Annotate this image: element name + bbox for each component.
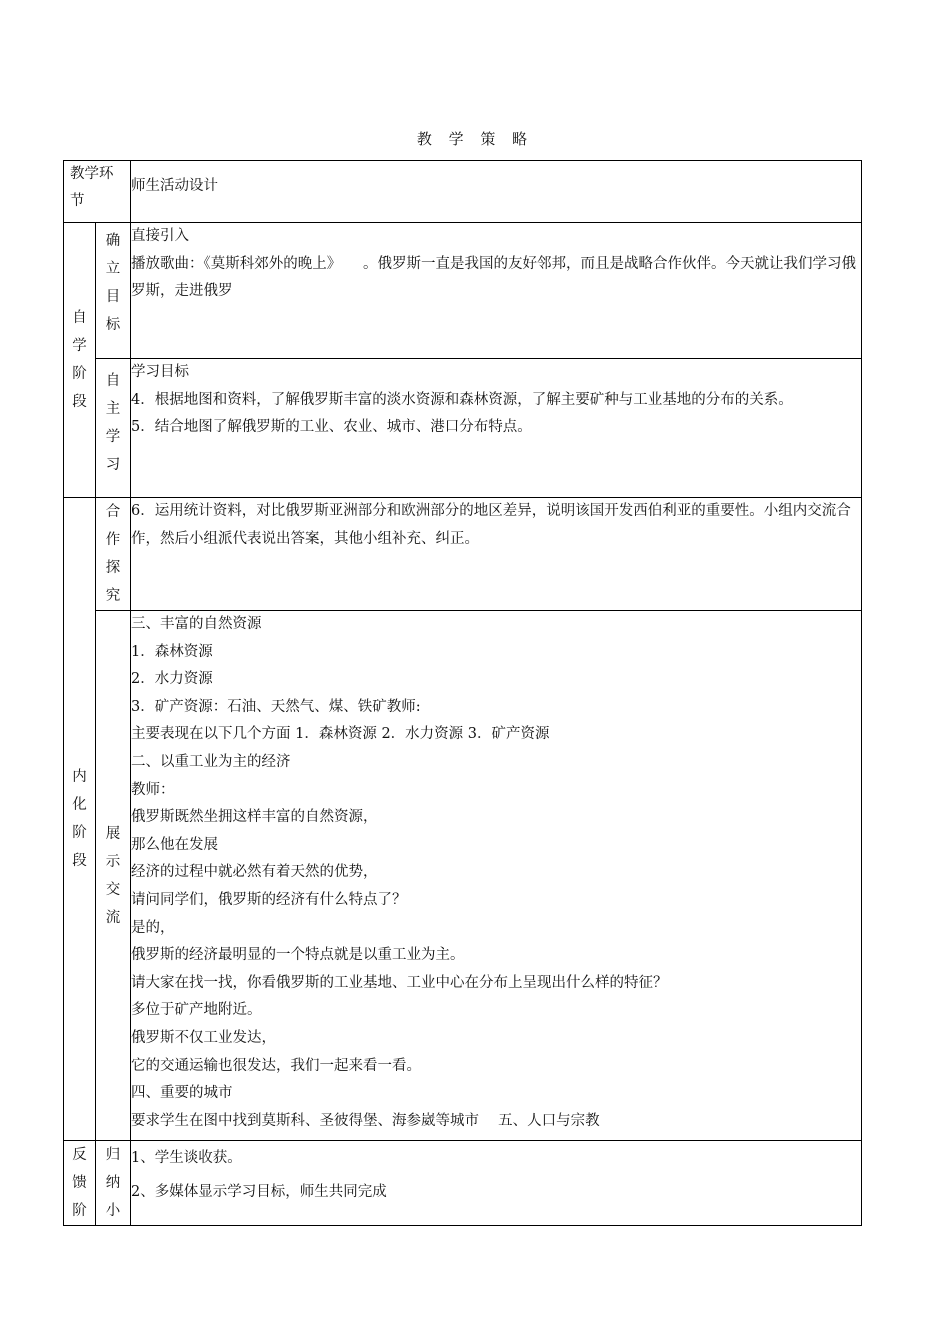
table-row-set-goal [64,223,862,359]
header-activity-label: 师生活动设计 [131,178,218,194]
step-char: 确 [105,233,121,249]
step-char: 究 [105,588,121,604]
content-set-goal [131,223,862,359]
step-char: 归 [105,1147,121,1163]
content-line: 二、以重工业为主的经济 [131,753,291,770]
header-activity-cell [131,161,862,223]
content-line: 俄罗斯不仅工业发达， [131,1029,276,1046]
stage-char: 反 [72,1147,87,1163]
step-set-goal [96,223,131,359]
content-line: 它的交通运输也很发达，我们一起来看一看。 [131,1057,421,1074]
stage-char: 段 [72,394,87,410]
stage-char: 馈 [72,1175,87,1191]
step-char: 交 [105,881,121,898]
content-line: 请大家在找一找，你看俄罗斯的工业基地、工业中心在分布上呈现出什么样的特征？ [131,974,668,991]
step-char: 探 [105,560,121,576]
step-char: 纳 [105,1175,121,1191]
step-char: 立 [105,261,121,277]
step-char: 示 [105,853,121,870]
header-stage-cell [64,161,131,223]
step-self-study [96,359,131,498]
stage-char: 自 [72,310,87,326]
stage-self-study [64,223,96,498]
content-line: 四、重要的城市 [131,1085,233,1102]
stage-char: 段 [72,853,87,869]
header-stage-label-line2: 节 [70,193,85,209]
table-row-self-study [64,359,862,498]
step-cooperate [96,498,131,611]
content-line: 5．结合地图了解俄罗斯的工业、农业、城市、港口分布特点。 [131,419,532,436]
table-row-present [64,611,862,1141]
content-line: 要求学生在图中找到莫斯科、圣彼得堡、海参崴等城市 五、人口与宗教 [131,1112,600,1129]
content-line: 1．森林资源 [131,643,213,660]
content-line: 俄罗斯的经济最明显的一个特点就是以重工业为主。 [131,947,465,964]
content-line: 2、多媒体显示学习目标，师生共同完成 [131,1184,387,1200]
stage-internalize [64,498,96,1141]
table-header-row [64,161,862,223]
stage-char: 阶 [72,366,87,382]
step-char: 作 [105,532,121,548]
content-line: 直接引入 [131,228,189,244]
step-char: 主 [105,401,121,417]
step-char: 展 [105,825,121,842]
content-line: 请问同学们，俄罗斯的经济有什么特点了？ [131,891,407,908]
header-stage-label-line1: 教学环 [70,166,114,182]
stage-char: 阶 [72,1203,87,1219]
stage-char: 内 [72,769,87,785]
content-line: 4．根据地图和资料，了解俄罗斯丰富的淡水资源和森林资源，了解主要矿种与工业基地的分布的关系。 [131,391,793,408]
table-row-feedback [64,1141,862,1226]
content-line: 那么他在发展 [131,836,218,853]
content-line: 是的， [131,919,175,936]
step-char: 流 [105,909,121,926]
content-line: 1、学生谈收获。 [131,1150,242,1166]
step-feedback [96,1141,131,1226]
content-line: 三、丰富的自然资源 [131,616,262,632]
content-present [131,611,862,1141]
content-line: 2．水力资源 [131,671,213,688]
content-line: 多位于矿产地附近。 [131,1002,262,1019]
step-char: 目 [105,289,121,305]
stage-feedback [64,1141,96,1226]
stage-char: 学 [72,338,87,354]
content-self-study [131,359,862,498]
content-cooperate [131,498,862,611]
table-row-cooperate [64,498,862,611]
step-char: 标 [105,317,121,333]
stage-char: 化 [72,797,87,813]
content-line: 6．运用统计资料，对比俄罗斯亚洲部分和欧洲部分的地区差异，说明该国开发西伯利亚的重要性。小组内交流合作，然后小组派代表说出答案，其他小组补充、纠正。 [131,503,851,547]
content-line: 3．矿产资源：石油、天然气、煤、铁矿教师: [131,698,421,715]
content-line: 教师： [131,781,175,798]
content-line: 俄罗斯既然坐拥这样丰富的自然资源， [131,809,378,826]
step-present [96,611,131,1141]
teaching-strategy-table [63,160,862,1226]
content-feedback [131,1141,862,1226]
content-line: 学习目标 [131,364,189,380]
content-line: 主要表现在以下几个方面 1．森林资源 2．水力资源 3．矿产资源 [131,726,550,743]
step-char: 自 [105,373,121,389]
step-char: 合 [105,504,121,520]
content-line: 播放歌曲：《莫斯科郊外的晚上》 。俄罗斯一直是我国的友好邻邦，而且是战略合作伙伴。今天就让我们学习俄罗斯，走进俄罗 [131,255,856,300]
step-char: 小 [105,1203,121,1219]
page-title: 教 学 策 略 [416,130,534,148]
step-char: 习 [105,457,121,473]
stage-char: 阶 [72,825,87,841]
content-line: 经济的过程中就必然有着天然的优势， [131,864,378,881]
step-char: 学 [105,429,121,445]
